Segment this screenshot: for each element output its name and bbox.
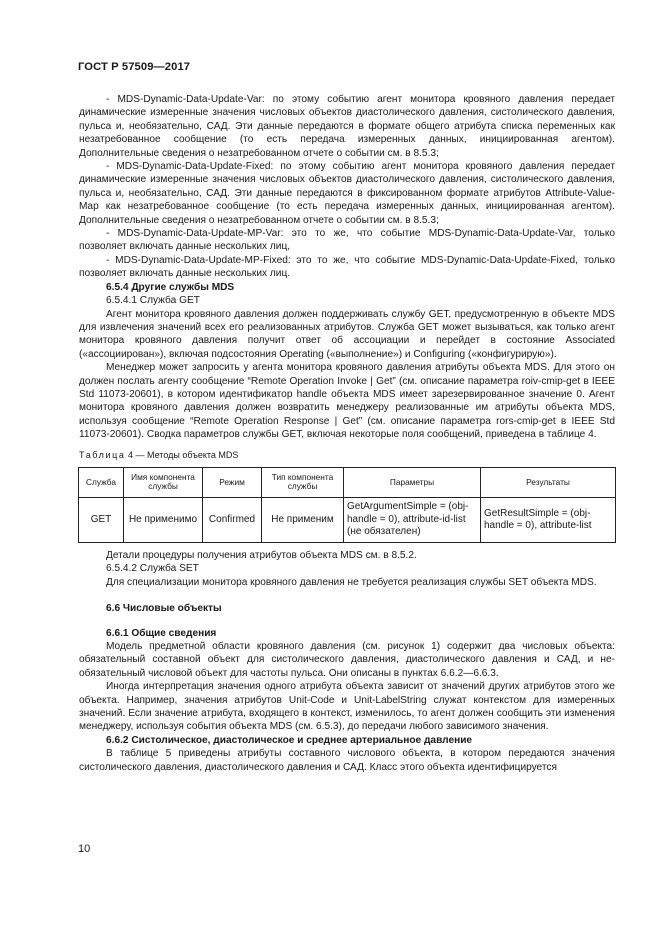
page-content	[79, 93, 615, 774]
section-heading-6-6: 6.6 Числовые объекты	[106, 603, 222, 615]
mds-methods-table	[78, 467, 616, 543]
paragraph-table5-intro: В таблице 5 приведены атрибуты составного числового объекта, в котором передаются значения систолического давления, диастолического давления и САД. Класс этого объекта идентифицируется	[79, 748, 615, 773]
paragraph-mp-fixed-event: - MDS-Dynamic-Data-Update-MP-Fixed: это то же, что событие MDS-Dynamic-Data-Update-Fixed, только позволяет включать данные нескольких лиц.	[79, 254, 615, 280]
paragraph-manager-request: Менеджер может запросить у агента монитора кровяного давления атрибуты объекта MDS. Для этого он должен послать агенту сообщение “Remote Operation Invoke | Get” (см. описание параметра roiv-cmip-get в IEEE Std 11073-20601), в котором идентификатор handle объекта MDS имеет зарезервированное значение 0. Агент монитора кровяного давления должен возвратить менеджеру реализованные им атрибуты объекта MDS, используя сообщение “Remote Operation Response | Get” (см. описание параметра rors-cmip-get в IEEE Std 11073-20601). Сводка параметров службы GET, включая некоторые поля сообщений, приведена в таблице 4.	[79, 362, 615, 441]
standard-header: ГОСТ Р 57509—2017	[78, 61, 191, 73]
header-results: Результаты	[481, 467, 616, 497]
paragraph-var-event: - MDS-Dynamic-Data-Update-Var: по этому событию агент монитора кровяного давления передает динамические измеренные значения числовых объектов диастолического давления, систолического давления, пульса и, необязательно, САД. Эти данные передаются в формате общего атрибута списка переменных как незатребованное сообщение (то есть передача измеренных данных, инициированная агентом). Дополнительные сведения о незатребованном отчете о событии см. в 8.5.3;	[79, 94, 615, 159]
table-row	[79, 497, 616, 542]
table-header-row	[79, 467, 616, 497]
subsection-heading-6-5-4-1: 6.5.4.1 Служба GET	[106, 295, 200, 307]
cell-component-type: Не применим	[262, 497, 344, 542]
page-number: 10	[78, 843, 91, 855]
cell-parameters: GetArgumentSimple = (obj-handle = 0), attribute-id-list (не обязателен)	[344, 497, 481, 542]
cell-service: GET	[79, 497, 124, 542]
paragraph-set-service: Для специализации монитора кровяного давления не требуется реализация службы SET объекта MDS.	[106, 576, 597, 588]
paragraph-fixed-event: - MDS-Dynamic-Data-Update-Fixed: по этому событию агент монитора кровяного давления передает динамические измеренные значения числовых объектов диастолического давления, систолического давления, пульса и, необязательно, САД. Эти данные передаются в фиксированном формате атрибутов Attribute-Value-Map как незатребованное сообщение (то есть передача измеренных данных, инициированная агентом). Дополнительные сведения о незатребованном отчете о событии см. в 8.5.3;	[79, 161, 615, 226]
cell-mode: Confirmed	[203, 497, 262, 542]
cell-results: GetResultSimple = (obj-handle = 0), attribute-list	[481, 497, 616, 542]
subsection-heading-6-5-4-2: 6.5.4.2 Служба SET	[106, 563, 199, 575]
header-service-component-type: Тип компонента службы	[262, 467, 344, 497]
paragraph-domain-model: Модель предметной области кровяного давления (см. рисунок 1) содержит два числовых объекта: обязательный составной объект для систолического давления, диастолического давления и САД, и необязательный числовой объект для частоты пульса. Они описаны в пунктах 6.6.2—6.6.3.	[79, 641, 615, 679]
header-service: Служба	[79, 467, 124, 497]
table-caption	[79, 449, 615, 462]
header-parameters: Параметры	[344, 467, 481, 497]
paragraph-get-service: Агент монитора кровяного давления должен поддерживать службу GET, предусмотренную в объекте MDS для извлечения значений всех его реализованных атрибутов. Служба GET может вызываться, как только агент монитора кровяного давления получит ответ об ассоциации и перейдет в состояние Associated («ассоциирован»), включая подсостояния Operating («выполнение») и Configuring («конфигурирую»).	[79, 308, 615, 360]
paragraph-mp-var-event: - MDS-Dynamic-Data-Update-MP-Var: это то же, что событие MDS-Dynamic-Data-Update-Var, только позволяет включать данные нескольких лиц,	[79, 228, 615, 253]
table-caption-text: 4 — Методы объекта MDS	[125, 449, 239, 460]
paragraph-attribute-context: Иногда интерпретация значения одного атрибута объекта зависит от значений других атрибутов этого же объекта. Например, значения атрибутов Unit-Code и Unit-LabelString служат контекстом для измеренных значений. Если значение атрибута, входящего в контекст, изменилось, то агент должен сообщить эти изменения менеджеру, используя события объекта MDS (см. 6.5.3), до передачи любого зависимого значения.	[79, 681, 615, 733]
section-heading-6-6-2: 6.6.2 Систолическое, диастолическое и среднее артериальное давление	[106, 734, 473, 746]
table-caption-word: Таблица	[79, 449, 126, 460]
section-heading-6-5-4: 6.5.4 Другие службы MDS	[106, 281, 235, 293]
header-service-component-name: Имя компонента службы	[124, 467, 203, 497]
paragraph-get-details: Детали процедуры получения атрибутов объекта MDS см. в 8.5.2.	[106, 549, 417, 561]
cell-component-name: Не применимо	[124, 497, 203, 542]
section-heading-6-6-1: 6.6.1 Общие сведения	[106, 627, 217, 639]
header-mode: Режим	[203, 467, 262, 497]
